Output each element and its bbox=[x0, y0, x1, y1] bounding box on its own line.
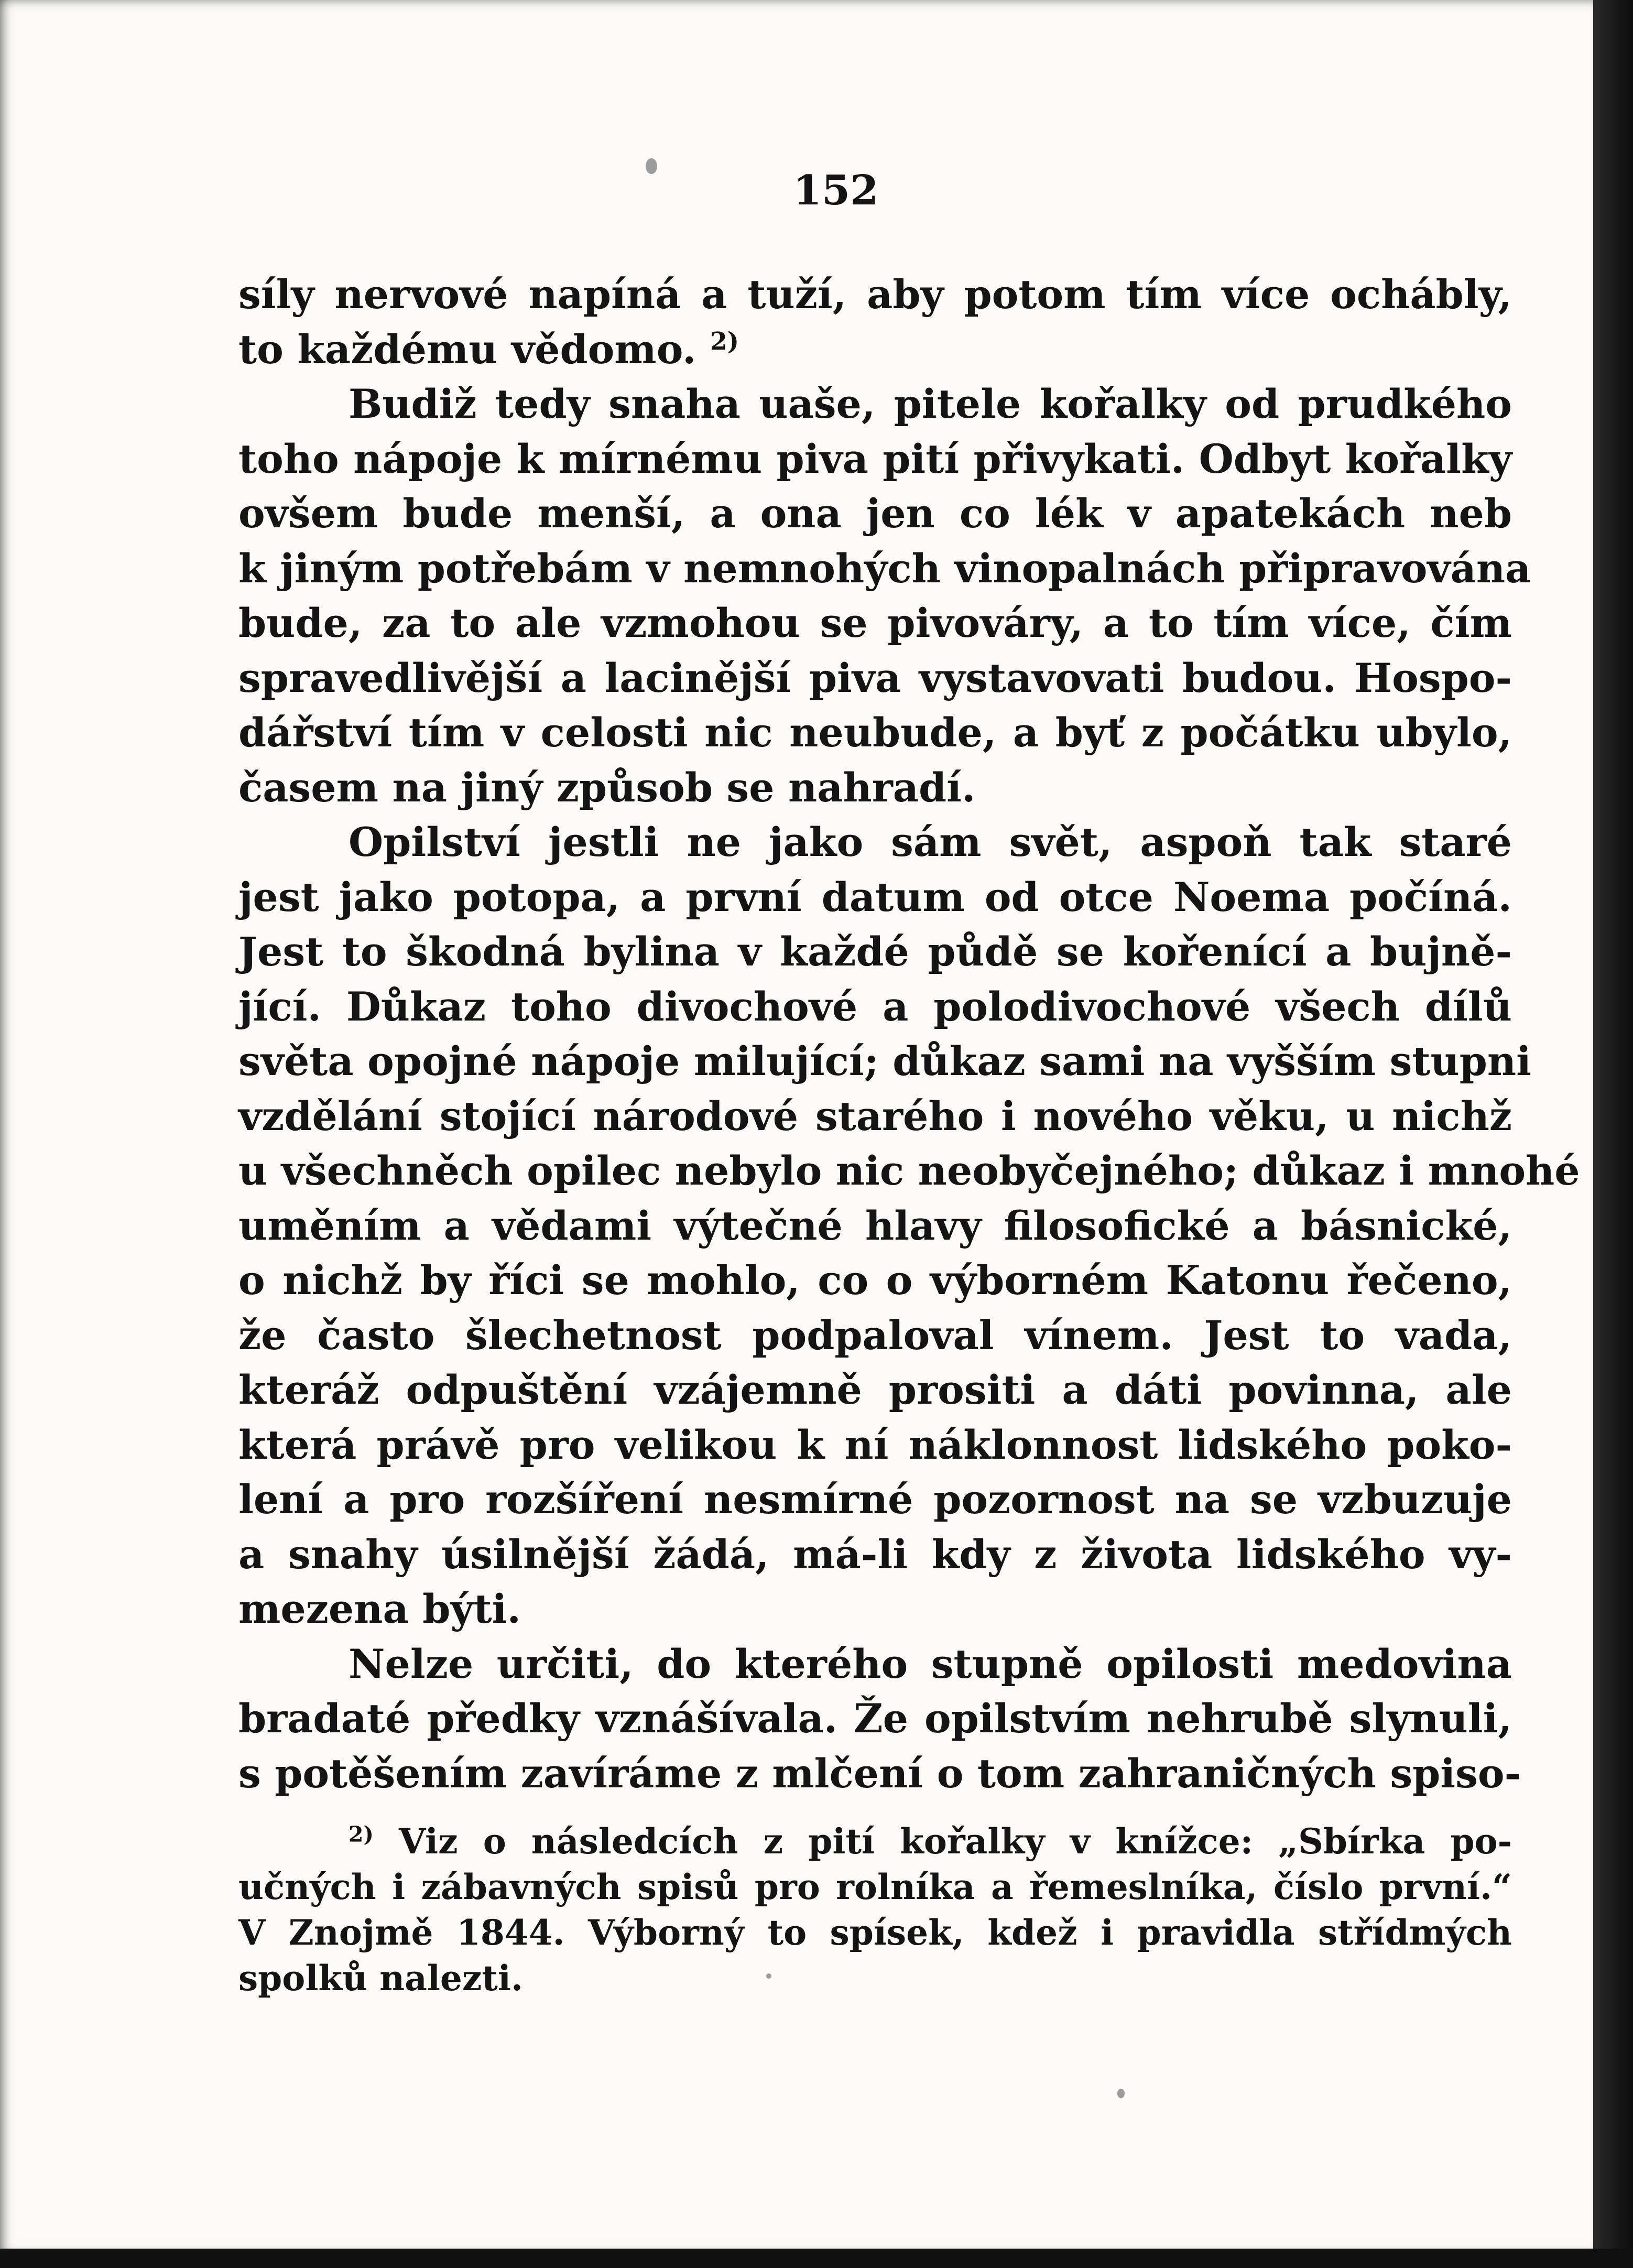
footnote-line: spolků nalezti. bbox=[238, 1958, 523, 1999]
text-line: bradaté předky vznášívala. Že opilstvím nehrubě slynuli, bbox=[238, 1695, 1512, 1742]
text-line: jící. Důkaz toho divochové a polodivochové všech dílů bbox=[238, 983, 1512, 1030]
text-line: jest jako potopa, a první datum od otce Noema počíná. bbox=[238, 873, 1512, 920]
paper-speck bbox=[766, 1973, 771, 1979]
text-line: kteráž odpuštění vzájemně prositi a dáti povinna, ale bbox=[238, 1366, 1512, 1413]
text-line: ovšem bude menší, a ona jen co lék v apatekách neb bbox=[238, 490, 1512, 537]
text-line: Nelze určiti, do kterého stupně opilosti medovina bbox=[349, 1640, 1512, 1687]
text-line: spravedlivější a lacinější piva vystavovati budou. Hospo- bbox=[238, 654, 1512, 701]
text-line: dářství tím v celosti nic neubude, a byť z počátku ubylo, bbox=[238, 709, 1512, 756]
text-line: síly nervové napíná a tuží, aby potom tím více ochábly, bbox=[238, 271, 1512, 318]
text-line: Opilství jestli ne jako sám svět, aspoň tak staré bbox=[349, 819, 1512, 865]
paper-speck bbox=[646, 158, 657, 174]
text-line: u všechněch opilec nebylo nic neobyčejného; důkaz i mnohé bbox=[238, 1147, 1580, 1194]
footnote-line: učných i zábavných spisů pro rolníka a řemeslníka, číslo první.“ bbox=[238, 1867, 1512, 1907]
text-line: bude, za to ale vzmohou se pivováry, a to tím více, čím bbox=[238, 600, 1512, 646]
footnote-number: 2) bbox=[349, 1821, 374, 1847]
page-number: 152 bbox=[793, 167, 879, 214]
text-line: lení a pro rozšíření nesmírné pozornost na se vzbuzuje bbox=[238, 1476, 1512, 1523]
text-line: o nichž by říci se mohlo, co o výborném Katonu řečeno, bbox=[238, 1257, 1512, 1304]
footnote-line: $^{2)}$ Viz o následcích z pití kořalky v knížce: „Sbírka po- bbox=[349, 1821, 1512, 1862]
text-line: Budiž tedy snaha uaše, pitele kořalky od prudkého bbox=[349, 381, 1512, 427]
text-line: světa opojné nápoje milující; důkaz sami na vyšším stupni bbox=[238, 1038, 1531, 1084]
text-line: toho nápoje k mírnému piva pití přivykati. Odbyt kořalky bbox=[238, 435, 1512, 482]
text-line: časem na jiný způsob se nahradí. bbox=[238, 764, 976, 811]
text-line: mezena býti. bbox=[238, 1586, 521, 1632]
paper-speck bbox=[1117, 2089, 1125, 2098]
text-line: Jest to škodná bylina v každé půdě se kořenící a bujně- bbox=[238, 928, 1512, 975]
text-line: k jiným potřebám v nemnohých vinopalnách připravována bbox=[238, 545, 1531, 592]
scan-edge-right bbox=[1593, 0, 1633, 2268]
text-line: s potěšením zavíráme z mlčení o tom zahraničných spiso- bbox=[238, 1750, 1521, 1797]
text-line: vzdělání stojící národové starého i nového věku, u nichž bbox=[238, 1092, 1512, 1140]
text-line: uměním a vědami výtečné hlavy filosofické a básnické, bbox=[238, 1202, 1512, 1249]
text-line: která právě pro velikou k ní náklonnost lidského poko- bbox=[238, 1421, 1512, 1468]
scan-edge-bottom bbox=[0, 2249, 1633, 2268]
text-line: to každému vědomo. $^{2)}$ bbox=[238, 325, 739, 373]
footnote-line: V Znojmě 1844. Výborný to spísek, kdež i pravidla střídmých bbox=[238, 1912, 1512, 1953]
text-line: že často šlechetnost podpaloval vínem. Jest to vada, bbox=[238, 1311, 1512, 1359]
footnote-marker: 2) bbox=[710, 327, 739, 356]
text-line: a snahy úsilnější žádá, má-li kdy z života lidského vy- bbox=[238, 1531, 1512, 1578]
footnotes bbox=[238, 1819, 1512, 2001]
body-text bbox=[238, 267, 1580, 1801]
